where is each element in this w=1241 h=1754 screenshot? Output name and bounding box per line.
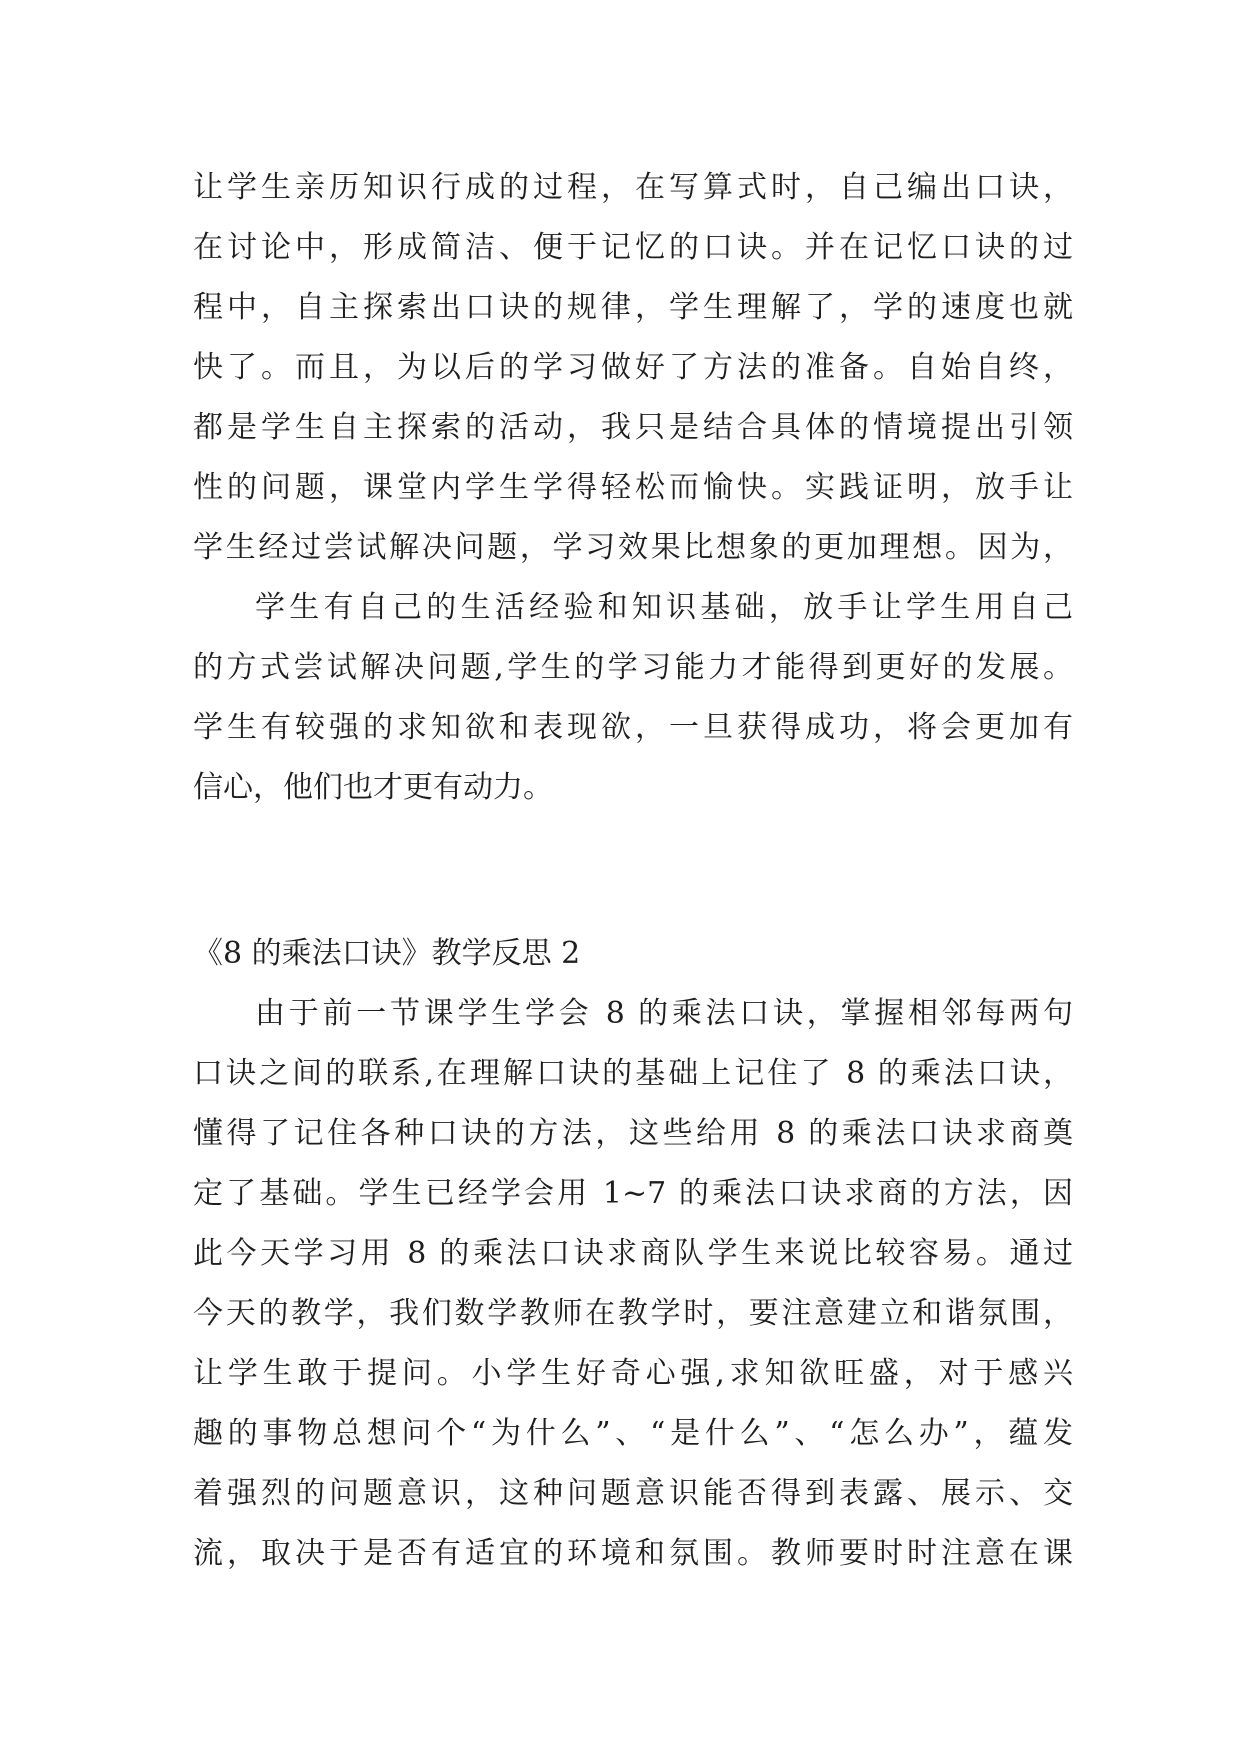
paragraph — [193, 158, 1073, 578]
text-line: 学生有自己的生活经验和知识基础，放手让学生用自己 — [255, 590, 1073, 625]
paragraph — [193, 984, 1073, 1584]
text-line: 程中，自主探索出口诀的规律，学生理解了，学的速度也就 — [193, 290, 1073, 325]
text-line: 让学生亲历知识行成的过程，在写算式时，自己编出口诀， — [193, 170, 1073, 205]
body-text-bottom — [193, 984, 1073, 1584]
text-line: 性的问题，课堂内学生学得轻松而愉快。实践证明，放手让 — [193, 470, 1073, 505]
text-line: 定了基础。学生已经学会用 1~7 的乘法口诀求商的方法，因 — [193, 1176, 1073, 1211]
text-line: 此今天学习用 8 的乘法口诀求商队学生来说比较容易。通过 — [193, 1236, 1073, 1271]
text-line: 让学生敢于提问。小学生好奇心强,求知欲旺盛，对于感兴 — [193, 1356, 1073, 1391]
text-line: 趣的事物总想问个“为什么”、“是什么”、“怎么办”，蕴发 — [193, 1416, 1073, 1451]
text-line: 懂得了记住各种口诀的方法，这些给用 8 的乘法口诀求商奠 — [193, 1116, 1073, 1151]
text-line: 由于前一节课学生学会 8 的乘法口诀，掌握相邻每两句 — [255, 996, 1073, 1031]
paragraph — [193, 578, 1073, 818]
text-line: 的方式尝试解决问题,学生的学习能力才能得到更好的发展。 — [193, 650, 1073, 685]
text-line: 流，取决于是否有适宜的环境和氛围。教师要时时注意在课 — [193, 1536, 1073, 1571]
body-text-top — [193, 158, 1073, 818]
text-line: 在讨论中，形成简洁、便于记忆的口诀。并在记忆口诀的过 — [193, 230, 1073, 265]
text-line: 今天的教学，我们数学教师在教学时，要注意建立和谐氛围， — [193, 1296, 1073, 1331]
text-line: 学生经过尝试解决问题，学习效果比想象的更加理想。因为， — [193, 530, 1073, 565]
text-line: 口诀之间的联系,在理解口诀的基础上记住了 8 的乘法口诀， — [193, 1056, 1073, 1091]
text-line: 快了。而且，为以后的学习做好了方法的准备。自始自终， — [193, 350, 1073, 385]
section-title: 《8 的乘法口诀》教学反思 2 — [193, 936, 581, 971]
text-line: 学生有较强的求知欲和表现欲，一旦获得成功，将会更加有 — [193, 710, 1073, 745]
text-line: 着强烈的问题意识，这种问题意识能否得到表露、展示、交 — [193, 1476, 1073, 1511]
text-line: 信心，他们也才更有动力。 — [193, 770, 553, 805]
text-line: 都是学生自主探索的活动，我只是结合具体的情境提出引领 — [193, 410, 1073, 445]
